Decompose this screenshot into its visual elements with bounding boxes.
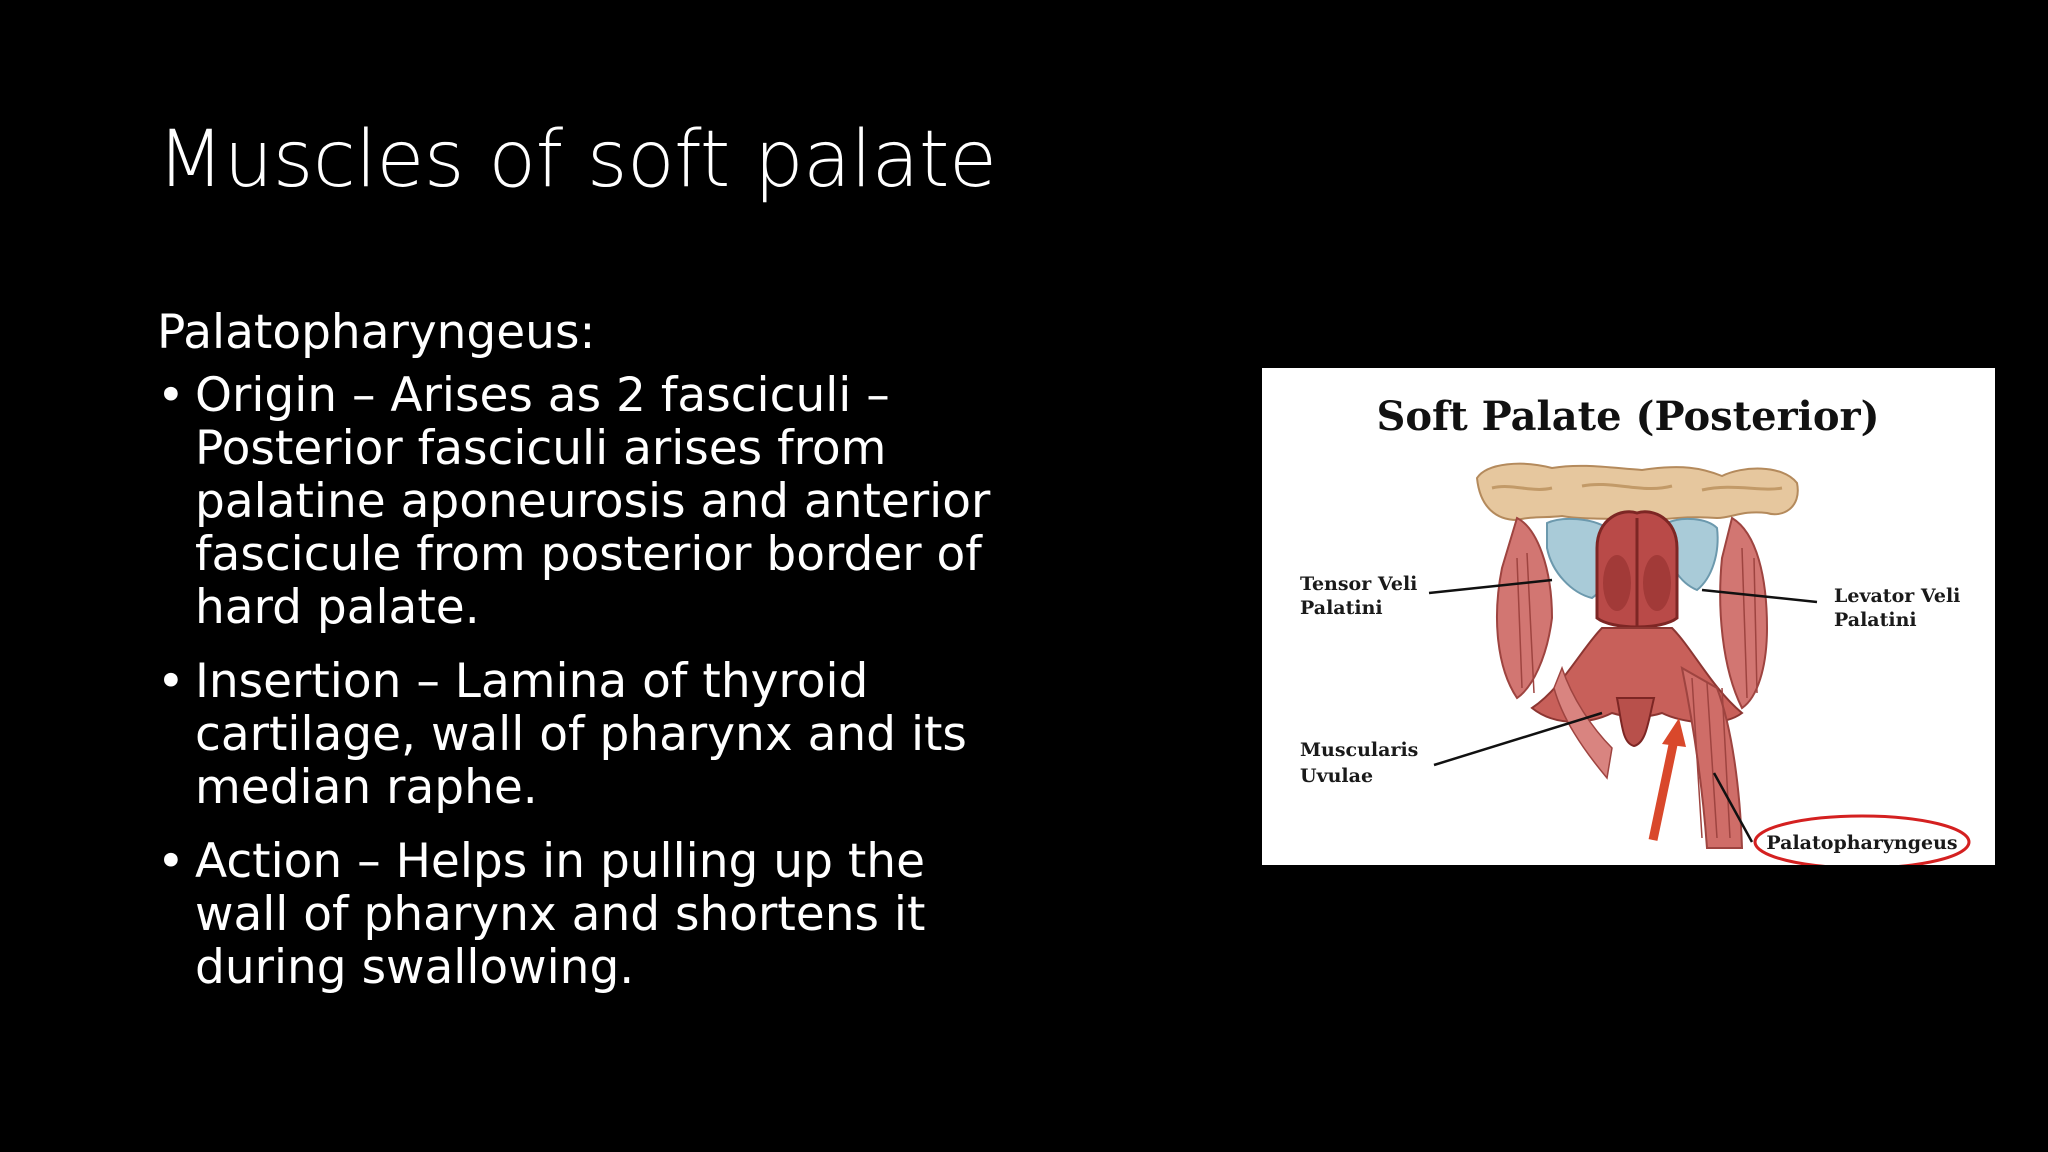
- label-tensor-veli-palatini: Tensor Veli: [1300, 573, 1418, 595]
- label-musculus-uvulae: Muscularis: [1300, 739, 1419, 761]
- label-musculus-uvulae-2: Uvulae: [1300, 765, 1374, 787]
- bullet-list: [157, 369, 1007, 994]
- slide-title: Muscles of soft palate: [157, 115, 997, 205]
- bullet-item-insertion: [157, 655, 1007, 814]
- bullet-text-action: Action – Helps in pulling up the wall of pharynx and shortens it during swallowing.: [195, 834, 926, 995]
- slide-body: [157, 306, 1007, 1015]
- label-levator-veli-palatini: Levator Veli: [1834, 585, 1961, 607]
- soft-palate-illustration: [1262, 368, 1995, 865]
- bullet-icon: •: [157, 834, 185, 889]
- figure-title: Soft Palate (Posterior): [1376, 393, 1880, 440]
- bullet-icon: •: [157, 654, 185, 709]
- label-levator-veli-palatini-2: Palatini: [1834, 609, 1917, 631]
- subheading: Palatopharyngeus:: [157, 305, 596, 360]
- bullet-text-insertion: Insertion – Lamina of thyroid cartilage, wall of pharynx and its median raphe.: [195, 654, 967, 815]
- bullet-icon: •: [157, 368, 185, 423]
- label-tensor-veli-palatini-2: Palatini: [1300, 597, 1383, 619]
- label-palatopharyngeus: Palatopharyngeus: [1766, 832, 1958, 854]
- choanae-illustration: [1597, 512, 1677, 627]
- bullet-item-origin: [157, 369, 1007, 634]
- bullet-item-action: [157, 835, 1007, 994]
- bullet-text-origin: Origin – Arises as 2 fasciculi – Posterior fasciculi arises from palatine aponeurosis and anterior fascicule from posterior border of hard palate.: [195, 368, 991, 635]
- anatomy-figure: [1262, 368, 1995, 865]
